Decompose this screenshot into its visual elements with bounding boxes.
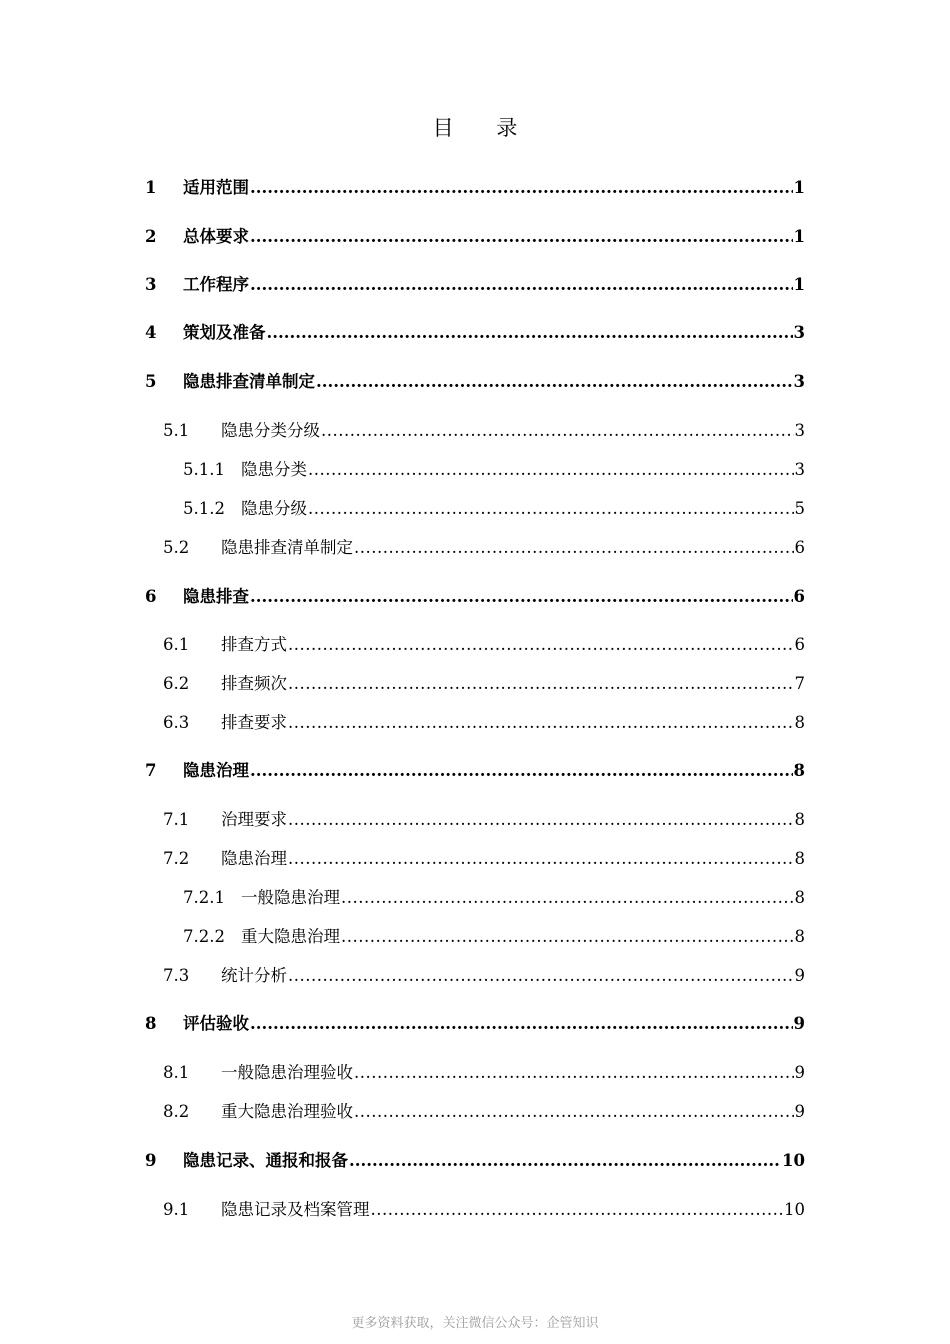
toc-entry[interactable] bbox=[145, 370, 805, 394]
toc-entry-number: 3 bbox=[145, 275, 157, 294]
toc-entry[interactable] bbox=[163, 808, 805, 832]
toc-entry-title: 评估验收 bbox=[183, 1014, 249, 1033]
toc-dot-leader bbox=[354, 1061, 794, 1085]
toc-entry-number: 6.1 bbox=[163, 635, 190, 654]
toc-entry-title: 适用范围 bbox=[183, 178, 249, 197]
toc-entry-title: 隐患分类 bbox=[241, 460, 307, 479]
toc-entry-number: 7.2.1 bbox=[183, 888, 225, 907]
toc-entry-number: 7 bbox=[145, 761, 157, 780]
toc-dot-leader bbox=[308, 458, 794, 482]
toc-entry[interactable] bbox=[183, 886, 805, 910]
toc-entry[interactable] bbox=[163, 1061, 805, 1085]
toc-entry-page: 1 bbox=[793, 227, 805, 246]
toc-entry-page: 1 bbox=[793, 178, 805, 197]
toc-entry-title: 隐患排查清单制定 bbox=[221, 538, 353, 557]
toc-dot-leader bbox=[288, 711, 794, 735]
toc-dot-leader bbox=[308, 497, 794, 521]
toc-dot-leader bbox=[288, 964, 794, 988]
toc-dot-leader bbox=[288, 633, 794, 657]
toc-dot-leader bbox=[250, 225, 793, 249]
toc-entry-number: 5.2 bbox=[163, 538, 190, 557]
toc-entry-number: 2 bbox=[145, 227, 157, 246]
toc-entry-page: 8 bbox=[794, 810, 805, 829]
toc-entry-title: 重大隐患治理 bbox=[241, 927, 340, 946]
toc-entry-page: 8 bbox=[794, 849, 805, 868]
toc-entry-page: 3 bbox=[793, 323, 805, 342]
toc-dot-leader bbox=[250, 176, 793, 200]
toc-entry-number: 6.2 bbox=[163, 674, 190, 693]
toc-entry-page: 3 bbox=[793, 372, 805, 391]
toc-dot-leader bbox=[349, 1149, 781, 1173]
toc-entry-title: 一般隐患治理验收 bbox=[221, 1063, 353, 1082]
toc-entry-number: 6.3 bbox=[163, 713, 190, 732]
toc-entry-title: 隐患分类分级 bbox=[221, 421, 320, 440]
toc-entry-title: 隐患治理 bbox=[183, 761, 249, 780]
toc-entry[interactable] bbox=[145, 176, 805, 200]
toc-entry-title: 隐患记录、通报和报备 bbox=[183, 1151, 348, 1170]
toc-entry-page: 8 bbox=[794, 713, 805, 732]
toc-entry-title: 隐患排查清单制定 bbox=[183, 372, 315, 391]
toc-dot-leader bbox=[371, 1198, 784, 1222]
toc-entry-title: 统计分析 bbox=[221, 966, 287, 985]
toc-entry-page: 8 bbox=[793, 761, 805, 780]
toc-entry-title: 排查频次 bbox=[221, 674, 287, 693]
toc-entry[interactable] bbox=[163, 964, 805, 988]
toc-entry-page: 7 bbox=[794, 674, 805, 693]
toc-entry-number: 6 bbox=[145, 587, 157, 606]
toc-dot-leader bbox=[250, 273, 793, 297]
toc-entry[interactable] bbox=[163, 711, 805, 735]
toc-entry-number: 7.3 bbox=[163, 966, 190, 985]
toc-title: 目 录 bbox=[432, 116, 536, 140]
toc-entry-title: 排查方式 bbox=[221, 635, 287, 654]
toc-entry-number: 5 bbox=[145, 372, 157, 391]
toc-entry-number: 8.1 bbox=[163, 1063, 190, 1082]
toc-dot-leader bbox=[288, 808, 794, 832]
toc-entry[interactable] bbox=[183, 497, 805, 521]
toc-entry[interactable] bbox=[145, 225, 805, 249]
toc-entry-number: 7.2 bbox=[163, 849, 190, 868]
toc-entry[interactable] bbox=[163, 419, 805, 443]
toc-entry-page: 8 bbox=[794, 927, 805, 946]
toc-entry[interactable] bbox=[145, 1149, 805, 1173]
toc-entry-page: 10 bbox=[784, 1200, 805, 1219]
toc-entry-number: 5.1 bbox=[163, 421, 190, 440]
toc-dot-leader bbox=[250, 759, 793, 783]
footer-note: 更多资料获取，关注微信公众号：企管知识 bbox=[351, 1316, 599, 1331]
toc-entry[interactable] bbox=[163, 1100, 805, 1124]
toc-entry-page: 9 bbox=[794, 1102, 805, 1121]
toc-entry[interactable] bbox=[163, 847, 805, 871]
toc-entry-number: 9 bbox=[145, 1151, 157, 1170]
toc-entry-page: 9 bbox=[794, 1063, 805, 1082]
toc-dot-leader bbox=[341, 886, 794, 910]
toc-entry-page: 6 bbox=[794, 538, 805, 557]
toc-entry-title: 治理要求 bbox=[221, 810, 287, 829]
toc-entry[interactable] bbox=[145, 585, 805, 609]
toc-entry[interactable] bbox=[163, 633, 805, 657]
toc-entry-page: 3 bbox=[794, 421, 805, 440]
toc-dot-leader bbox=[250, 1012, 793, 1036]
toc-dot-leader bbox=[288, 847, 794, 871]
toc-entry[interactable] bbox=[145, 321, 805, 345]
toc-entry-number: 9.1 bbox=[163, 1200, 190, 1219]
toc-entry-page: 9 bbox=[793, 1014, 805, 1033]
toc-entry-page: 10 bbox=[782, 1151, 805, 1170]
toc-dot-leader bbox=[341, 925, 794, 949]
toc-entry-title: 工作程序 bbox=[183, 275, 249, 294]
toc-entry-page: 6 bbox=[793, 587, 805, 606]
toc-entry-number: 1 bbox=[145, 178, 157, 197]
toc-dot-leader bbox=[321, 419, 794, 443]
toc-dot-leader bbox=[354, 536, 794, 560]
toc-entry-number: 7.2.2 bbox=[183, 927, 225, 946]
toc-entry[interactable] bbox=[145, 1012, 805, 1036]
toc-entry[interactable] bbox=[163, 1198, 805, 1222]
toc-entry-number: 5.1.2 bbox=[183, 499, 225, 518]
toc-entry-title: 总体要求 bbox=[183, 227, 249, 246]
toc-entry-number: 4 bbox=[145, 323, 157, 342]
toc-entry-number: 7.1 bbox=[163, 810, 190, 829]
toc-dot-leader bbox=[288, 672, 794, 696]
toc-entry-page: 8 bbox=[794, 888, 805, 907]
toc-entry[interactable] bbox=[183, 925, 805, 949]
toc-entry-title: 隐患分级 bbox=[241, 499, 307, 518]
toc-entry-page: 1 bbox=[793, 275, 805, 294]
toc-entry[interactable] bbox=[163, 536, 805, 560]
toc-entry-number: 8 bbox=[145, 1014, 157, 1033]
toc-entry-title: 策划及准备 bbox=[183, 323, 266, 342]
toc-entry-title: 隐患记录及档案管理 bbox=[221, 1200, 370, 1219]
toc-entry-number: 8.2 bbox=[163, 1102, 190, 1121]
toc-entry-page: 9 bbox=[794, 966, 805, 985]
toc-entry-title: 隐患治理 bbox=[221, 849, 287, 868]
toc-entry-page: 5 bbox=[794, 499, 805, 518]
toc-entry-page: 6 bbox=[794, 635, 805, 654]
toc-entry-title: 隐患排查 bbox=[183, 587, 249, 606]
toc-entry-title: 排查要求 bbox=[221, 713, 287, 732]
toc-entry[interactable] bbox=[183, 458, 805, 482]
toc-entry-title: 重大隐患治理验收 bbox=[221, 1102, 353, 1121]
toc-entry[interactable] bbox=[145, 759, 805, 783]
toc-entry-number: 5.1.1 bbox=[183, 460, 225, 479]
toc-dot-leader bbox=[267, 321, 793, 345]
toc-dot-leader bbox=[250, 585, 793, 609]
toc-entry-page: 3 bbox=[794, 460, 805, 479]
toc-entry-title: 一般隐患治理 bbox=[241, 888, 340, 907]
toc-dot-leader bbox=[354, 1100, 794, 1124]
toc-dot-leader bbox=[316, 370, 793, 394]
toc-entry[interactable] bbox=[163, 672, 805, 696]
toc-entry[interactable] bbox=[145, 273, 805, 297]
